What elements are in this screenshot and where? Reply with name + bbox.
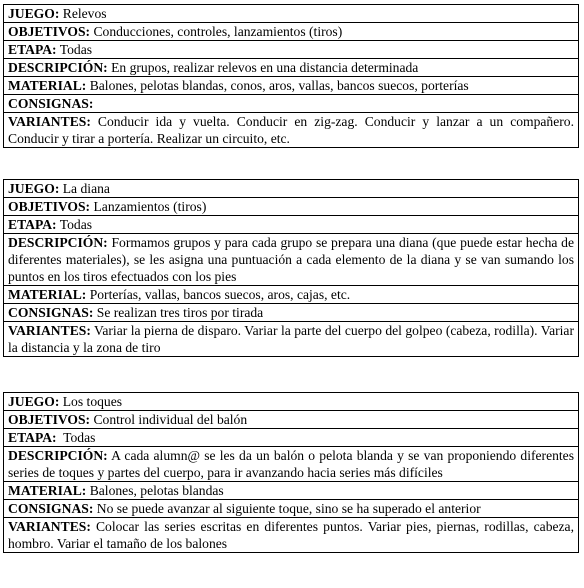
field-value: En grupos, realizar relevos en una distancia determinada xyxy=(107,60,419,75)
game-card-la-diana xyxy=(3,179,579,357)
field-value: Todas xyxy=(56,217,93,232)
field-label: MATERIAL: xyxy=(8,483,87,498)
field-value: Se realizan tres tiros por tirada xyxy=(93,305,264,320)
field-label: JUEGO: xyxy=(8,6,60,21)
row-objetivos xyxy=(4,411,579,429)
field-value: Porterías, vallas, bancos suecos, aros, cajas, etc. xyxy=(86,287,351,302)
field-value: Los toques xyxy=(59,394,123,409)
game-card-relevos xyxy=(3,4,579,148)
row-consignas xyxy=(4,500,579,518)
row-juego xyxy=(4,5,579,23)
row-juego xyxy=(4,393,579,411)
field-label: VARIANTES: xyxy=(8,323,91,338)
field-label: JUEGO: xyxy=(8,181,60,196)
row-etapa xyxy=(4,429,579,447)
field-label: CONSIGNAS: xyxy=(8,501,94,516)
field-value: Balones, pelotas blandas, conos, aros, vallas, bancos suecos, porterías xyxy=(86,78,469,93)
field-value: La diana xyxy=(59,181,110,196)
field-value: Conducciones, controles, lanzamientos (tiros) xyxy=(90,24,343,39)
field-value: No se puede avanzar al siguiente toque, sino se ha superado el anterior xyxy=(93,501,481,516)
row-consignas xyxy=(4,304,579,322)
field-value: Todas xyxy=(56,430,96,445)
field-value: Colocar las series escritas en diferentes puntos. Variar pies, piernas, rodillas, cabeza, hombro. Variar el tamaño de los balones xyxy=(8,519,574,551)
field-label: MATERIAL: xyxy=(8,287,87,302)
row-juego xyxy=(4,180,579,198)
row-variantes xyxy=(4,113,579,148)
row-etapa xyxy=(4,216,579,234)
field-label: ETAPA: xyxy=(8,430,57,445)
field-value: Variar la pierna de disparo. Variar la parte del cuerpo del golpeo (cabeza, rodilla). Variar la distancia y la zona de tiro xyxy=(8,323,574,355)
field-value: Todas xyxy=(56,42,93,57)
row-objetivos xyxy=(4,198,579,216)
field-label: CONSIGNAS: xyxy=(8,305,94,320)
field-value: Balones, pelotas blandas xyxy=(86,483,224,498)
row-objetivos xyxy=(4,23,579,41)
row-material xyxy=(4,77,579,95)
field-label: ETAPA: xyxy=(8,217,57,232)
row-variantes xyxy=(4,518,579,553)
field-label: ETAPA: xyxy=(8,42,57,57)
field-label: VARIANTES: xyxy=(8,519,91,534)
row-material xyxy=(4,482,579,500)
row-etapa xyxy=(4,41,579,59)
row-descripcion xyxy=(4,234,579,286)
field-label: MATERIAL: xyxy=(8,78,87,93)
field-value: Conducir ida y vuelta. Conducir en zig-zag. Conducir y lanzar a un compañero. Conducir y tirar a portería. Realizar un circuito, etc. xyxy=(8,114,574,146)
row-material xyxy=(4,286,579,304)
field-label: DESCRIPCIÓN: xyxy=(8,235,108,250)
row-descripcion xyxy=(4,59,579,77)
game-card-los-toques xyxy=(3,392,579,553)
row-variantes xyxy=(4,322,579,357)
field-label: DESCRIPCIÓN: xyxy=(8,448,108,463)
field-label: VARIANTES: xyxy=(8,114,91,129)
field-value: Relevos xyxy=(59,6,107,21)
field-label: JUEGO: xyxy=(8,394,60,409)
field-value: Control individual del balón xyxy=(90,412,248,427)
row-descripcion xyxy=(4,447,579,482)
field-value: Lanzamientos (tiros) xyxy=(90,199,207,214)
field-label: OBJETIVOS: xyxy=(8,199,91,214)
field-label: CONSIGNAS: xyxy=(8,96,94,111)
field-value: A cada alumn@ se les da un balón o pelota blanda y se van proponiendo diferentes series de toques y partes del cuerpo, para ir avanzando hacia series más difíciles xyxy=(8,448,574,480)
field-value: Formamos grupos y para cada grupo se prepara una diana (que puede estar hecha de diferentes materiales), se les asigna una puntuación a cada elemento de la diana y se van sumando los puntos en los tiros efectuados con los pies xyxy=(8,235,574,284)
field-label: OBJETIVOS: xyxy=(8,412,91,427)
field-label: DESCRIPCIÓN: xyxy=(8,60,108,75)
row-consignas xyxy=(4,95,579,113)
field-label: OBJETIVOS: xyxy=(8,24,91,39)
